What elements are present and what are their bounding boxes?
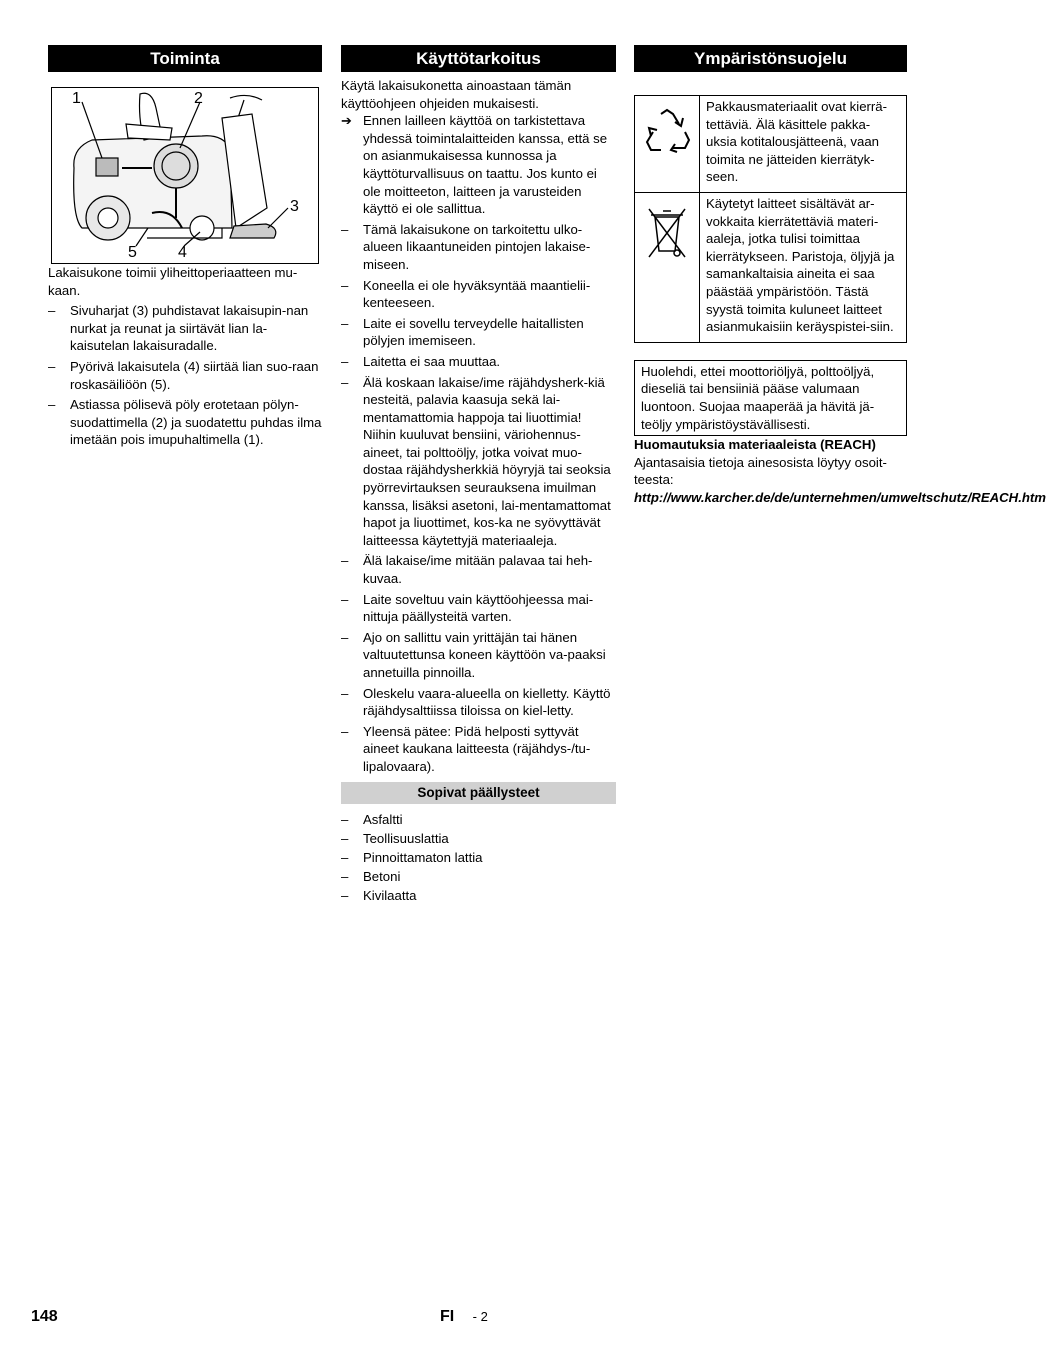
dash-marker: – xyxy=(341,591,349,607)
heading-ymparistonsuojelu: Ympäristönsuojelu xyxy=(634,45,907,72)
dash-marker: – xyxy=(341,221,349,237)
figure-label-4: 4 xyxy=(178,244,187,261)
table-cell-icon xyxy=(635,96,700,193)
list-item-text: Laitetta ei saa muuttaa. xyxy=(363,353,501,369)
list-item xyxy=(341,221,616,274)
dash-marker: – xyxy=(341,629,349,645)
table-row xyxy=(635,192,907,342)
reach-link[interactable]: http://www.karcher.de/de/unternehmen/umweltschutz/REACH.htm xyxy=(634,489,1046,505)
list-item-text: Tämä lakaisukone on tarkoitettu ulko-alueen likaantuneiden pintojen lakaise-miseen. xyxy=(363,221,591,272)
footer-language xyxy=(440,1308,488,1326)
list-item xyxy=(341,723,616,776)
dash-marker: – xyxy=(341,830,349,846)
recycling-icon xyxy=(641,106,693,158)
table-cell-text: Pakkausmateriaalit ovat kierrä-tettäviä. Älä käsittele pakka-uksia kotitalousjätteenä, vaan toimita ne jätteiden kierrätyk-seen. xyxy=(700,96,907,193)
dash-marker: – xyxy=(341,849,349,865)
dash-marker: – xyxy=(341,353,349,369)
heading-kayttotarkoitus: Käyttötarkoitus xyxy=(341,45,616,72)
list-item-text: Kivilaatta xyxy=(363,887,417,903)
reach-title: Huomautuksia materiaaleista (REACH) xyxy=(634,437,876,453)
dash-marker: – xyxy=(341,374,349,390)
list-item-text: Älä koskaan lakaise/ime räjähdysherk-kiä nesteitä, palavia kaasuja sekä lai-mentamattomia happoja tai liuottimia! Niihin kuuluvat bensiini, väriohennus-aineet, tai polttoöljy, jotka voivat muo-dostaa räjähdysherkkiä höyryjä tai seoksia pyörrevirtauksen seurauksena imuilman kanssa, lisäksi asetoni, lai-mentamattomat hapot ja liuottimet, kos-ka ne syövyttävät laitteessa käytettyjä materiaaleja. xyxy=(363,374,611,548)
list-item-text: Teollisuuslattia xyxy=(363,830,449,846)
arrow-instruction-text: Ennen lailleen käyttöä on tarkistettava yhdessä toimintalaitteiden kanssa, että se on asianmukaisessa kunnossa ja käyttöturvallisuus on taattu. Jos kunto ei ole moitteeton, laitteen ja varusteiden käyttö ei ole sallittua. xyxy=(363,113,608,217)
list-item xyxy=(341,830,616,848)
page-number: 148 xyxy=(31,1308,58,1325)
list-item xyxy=(341,277,616,312)
column-ymparistonsuojelu xyxy=(634,45,1046,506)
dash-marker: – xyxy=(341,811,349,827)
list-item-text: Sivuharjat (3) puhdistavat lakaisupin-nan nurkat ja reunat ja siirtävät lian la-kaisutelan lakaisuradalle. xyxy=(70,303,309,354)
reach-text: Ajantasaisia tietoja ainesosista löytyy osoit-teesta: xyxy=(634,454,887,488)
figure-label-1: 1 xyxy=(72,90,81,107)
sweeper-illustration xyxy=(52,88,318,263)
list-item-text: Koneella ei ole hyväksyntää maantielii-kenteeseen. xyxy=(363,277,591,311)
list-item-text: Ajo on sallittu vain yrittäjän tai hänen valtuutettunsa koneen käyttöön va-paaksi annetuilla pinnoilla. xyxy=(363,629,606,680)
list-item xyxy=(341,887,616,905)
dash-marker: – xyxy=(341,887,349,903)
list-item-text: Laite soveltuu vain käyttöohjeessa mai-nittuja päällysteitä varten. xyxy=(363,591,594,625)
list-item xyxy=(341,685,616,720)
list-item-text: Oleskelu vaara-alueella on kielletty. Käyttö räjähdysalttiissa tiloissa on kiel-letty. xyxy=(363,685,611,719)
column-toiminta xyxy=(48,45,322,449)
dash-marker: – xyxy=(341,553,349,569)
toiminta-intro: Lakaisukone toimii yliheittoperiaatteen mu-kaan. xyxy=(48,265,298,298)
list-item-text: Älä lakaise/ime mitään palavaa tai heh-kuvaa. xyxy=(363,553,593,587)
list-item xyxy=(48,358,322,393)
figure-label-3: 3 xyxy=(290,198,299,215)
dash-marker: – xyxy=(48,303,56,319)
figure-label-5: 5 xyxy=(128,244,137,261)
list-item xyxy=(48,302,322,355)
environment-table xyxy=(634,95,907,343)
list-item xyxy=(341,868,616,886)
section-marker: - 2 xyxy=(472,1309,488,1324)
list-item-text: Laite ei sovellu terveydelle haitallisten pölyjen imemiseen. xyxy=(363,315,584,349)
arrow-right-icon: ➔ xyxy=(341,113,353,129)
dash-marker: – xyxy=(341,685,349,701)
list-item xyxy=(341,374,616,550)
column-kayttotarkoitus xyxy=(341,45,616,905)
surfaces-list xyxy=(341,811,616,905)
dash-marker: – xyxy=(341,315,349,331)
list-item xyxy=(341,811,616,829)
list-item-text: Yleensä pätee: Pidä helposti syttyvät aineet kaukana laitteesta (räjähdys-/tu-lipalovaara). xyxy=(363,723,591,774)
dash-marker: – xyxy=(48,397,56,413)
table-row xyxy=(635,96,907,193)
dash-marker: – xyxy=(341,868,349,884)
list-item xyxy=(341,591,616,626)
list-item-text: Betoni xyxy=(363,868,401,884)
subheading-sopivat-paallysteet: Sopivat päällysteet xyxy=(341,782,616,804)
list-item xyxy=(341,629,616,682)
oil-note-box: Huolehdi, ettei moottoriöljyä, polttoöljyä, dieseliä tai bensiiniä pääse valumaan luontoon. Suojaa maaperää ja hävitä jä-teöljy ympäristöystävällisesti. xyxy=(634,360,907,436)
list-item-text: Astiassa pölisevä pöly erotetaan pölyn-suodattimella (2) ja suodatettu puhdas ilma imetään pois imupuhaltimella (1). xyxy=(70,397,322,448)
dash-marker: – xyxy=(48,358,56,374)
list-item xyxy=(341,315,616,350)
language-code: FI xyxy=(440,1308,455,1325)
table-cell-text: Käytetyt laitteet sisältävät ar-vokkaita kierrätettäviä materi-aaleja, jotka tulisi toimittaa kierrätykseen. Paristoja, öljyjä ja samankaltaisia aineita ei saa päästää ympäristöön. Tästä syystä toimita kuluneet laitteet asianmukaisiin keräyspistei-siin. xyxy=(700,192,907,342)
kayttotarkoitus-list xyxy=(341,221,616,776)
table-cell-icon xyxy=(635,192,700,342)
toiminta-list xyxy=(48,302,322,449)
list-item xyxy=(341,353,616,371)
arrow-instruction xyxy=(341,112,616,218)
list-item-text: Asfaltti xyxy=(363,811,403,827)
dash-marker: – xyxy=(341,723,349,739)
list-item xyxy=(48,396,322,449)
crossed-bin-icon xyxy=(643,203,691,261)
figure-label-2: 2 xyxy=(194,90,203,107)
list-item xyxy=(341,849,616,867)
list-item xyxy=(341,552,616,587)
list-item-text: Pyörivä lakaisutela (4) siirtää lian suo-raan roskasäiliöön (5). xyxy=(70,358,319,392)
sweeper-figure xyxy=(51,87,319,264)
heading-toiminta: Toiminta xyxy=(48,45,322,72)
dash-marker: – xyxy=(341,277,349,293)
kayttotarkoitus-intro: Käytä lakaisukonetta ainoastaan tämän käyttöohjeen ohjeiden mukaisesti. xyxy=(341,78,572,111)
list-item-text: Pinnoittamaton lattia xyxy=(363,849,483,865)
